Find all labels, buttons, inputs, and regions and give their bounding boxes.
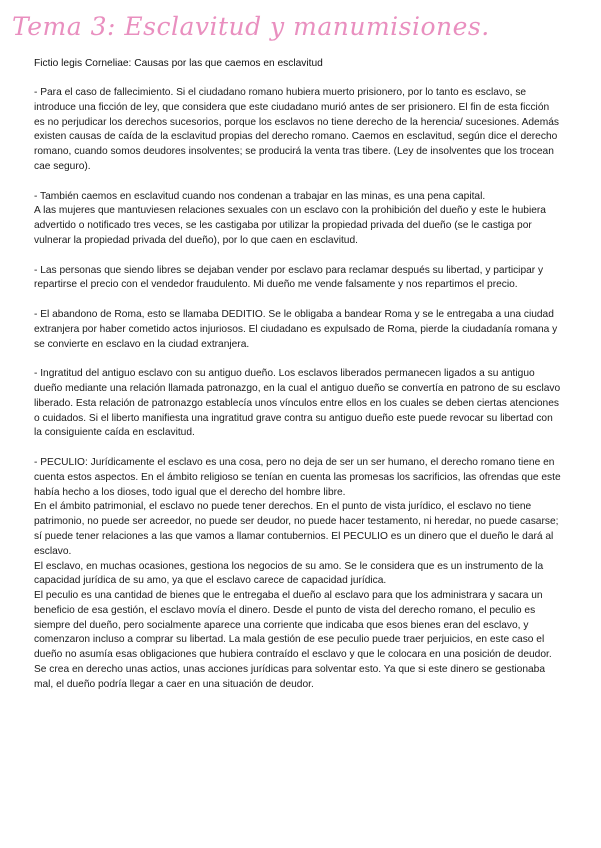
paragraph-gestion-negocios: El esclavo, en muchas ocasiones, gestiona los negocios de su amo. Se le considera que es un instrumento de la capacidad jurídica de su amo, ya que el esclavo carece de capacidad jurídica.	[34, 560, 544, 587]
paragraph-deditio: - El abandono de Roma, esto se llamaba DEDITIO. Se le obligaba a bandear Roma y se le entregaba a una ciudad extranjera por haber cometido actos injuriosos. El ciudadano es expulsado de Roma, pierde la ciudadanía romana y se convierte en esclavo en la ciudad extranjera.	[34, 308, 558, 350]
paragraph-peculio: - PECULIO: Jurídicamente el esclavo es una cosa, pero no deja de ser un ser humano, el derecho romano tiene en cuenta estos aspectos. En el ámbito religioso se tenían en cuenta las promesas los sacrificios, las ofrendas que este había hecho a los dioses, todo igual que el derecho del hombre libre.	[34, 456, 561, 498]
paragraph-mujeres: A las mujeres que mantuviesen relaciones sexuales con un esclavo con la prohibición del dueño y este le hubiera advertido o notificado tres veces, se les castigaba por utilizar la propiedad privada del dueño (se le castiga por vulnerar la propiedad privada del dueño), por lo que caen en esclavitud.	[34, 205, 546, 246]
paragraph-minas: - También caemos en esclavitud cuando nos condenan a trabajar en las minas, es una pena capital.	[34, 190, 486, 202]
paragraph-ingratitud: - Ingratitud del antiguo esclavo con su antiguo dueño. Los esclavos liberados permanecen ligados a su antiguo dueño mediante una relación llamada patronazgo, en la cual el antiguo dueño se convertía en patrono de su esclavo liberado. Esta relación de patronazgo establecía unos vínculos entre ellos en los cuales se deben ciertas atenciones o cuidados. Si el liberto manifiesta una ingratitud grave contra su antiguo dueño este puede revocar su libertad con la consiguiente caída en esclavitud.	[34, 368, 561, 439]
document-body	[34, 86, 562, 693]
document-subtitle: Fictio legis Corneliae: Causas por las que caemos en esclavitud	[34, 58, 323, 69]
paragraph-peculio-bienes: El peculio es una cantidad de bienes que le entregaba el dueño al esclavo para que los administrara y sacara un beneficio de esa gestión, el esclavo movía el dinero. Desde el punto de vista del derecho romano, el peculio es siempre del dueño, pero socialmente aparece una corriente que indicaba que esos bienes eran del esclavo, y comenzaron incluso a comprar su libertad. La mala gestión de ese peculio puede traer perjuicios, en este caso el dueño no asumía esas obligaciones que hubiera contraído el esclavo y que le colocara en una posición de deudor. Se crea en derecho unas actios, unas acciones jurídicas para solventar esto. Ya que si este dinero se gestionaba mal, el dueño podría llegar a caer en una situación de deudor.	[34, 590, 552, 690]
paragraph-venta-fraudulenta: - Las personas que siendo libres se dejaban vender por esclavo para reclamar después su libertad, y participar y repartirse el precio con el vendedor fraudulento. Mi dueño me vende falsamente y nos repartimos el precio.	[34, 264, 544, 291]
paragraph-fallecimiento: - Para el caso de fallecimiento. Si el ciudadano romano hubiera muerto prisionero, por lo tanto es esclavo, se introduce una ficción de ley, que considera que este ciudadano murió antes de ser prisionero. El fin de esta ficción es no perjudicar los derechos sucesorios, porque los esclavos no tiene derecho de la herencia/ sucesiones. Además existen causas de caída de la esclavitud propias del derecho romano. Caemos en esclavitud, según dice el derecho romano, cuando somos deudores insolventes; se producirá la venta tras tibere. (Ley de insolventes que los trocean cae seguro).	[34, 87, 559, 172]
document-title: Tema 3: Esclavitud y manumisiones.	[12, 12, 490, 41]
paragraph-patrimonial: En el ámbito patrimonial, el esclavo no puede tener derechos. En el punto de vista jurídico, el esclavo no tiene patrimonio, no puede ser acreedor, no puede ser deudor, no puede hacer testamento, ni heredar, no puede casarse; sí puede tener relaciones a las que vamos a llamar contubernios. El PECULIO es un dinero que el dueño le dará al esclavo.	[34, 501, 559, 557]
